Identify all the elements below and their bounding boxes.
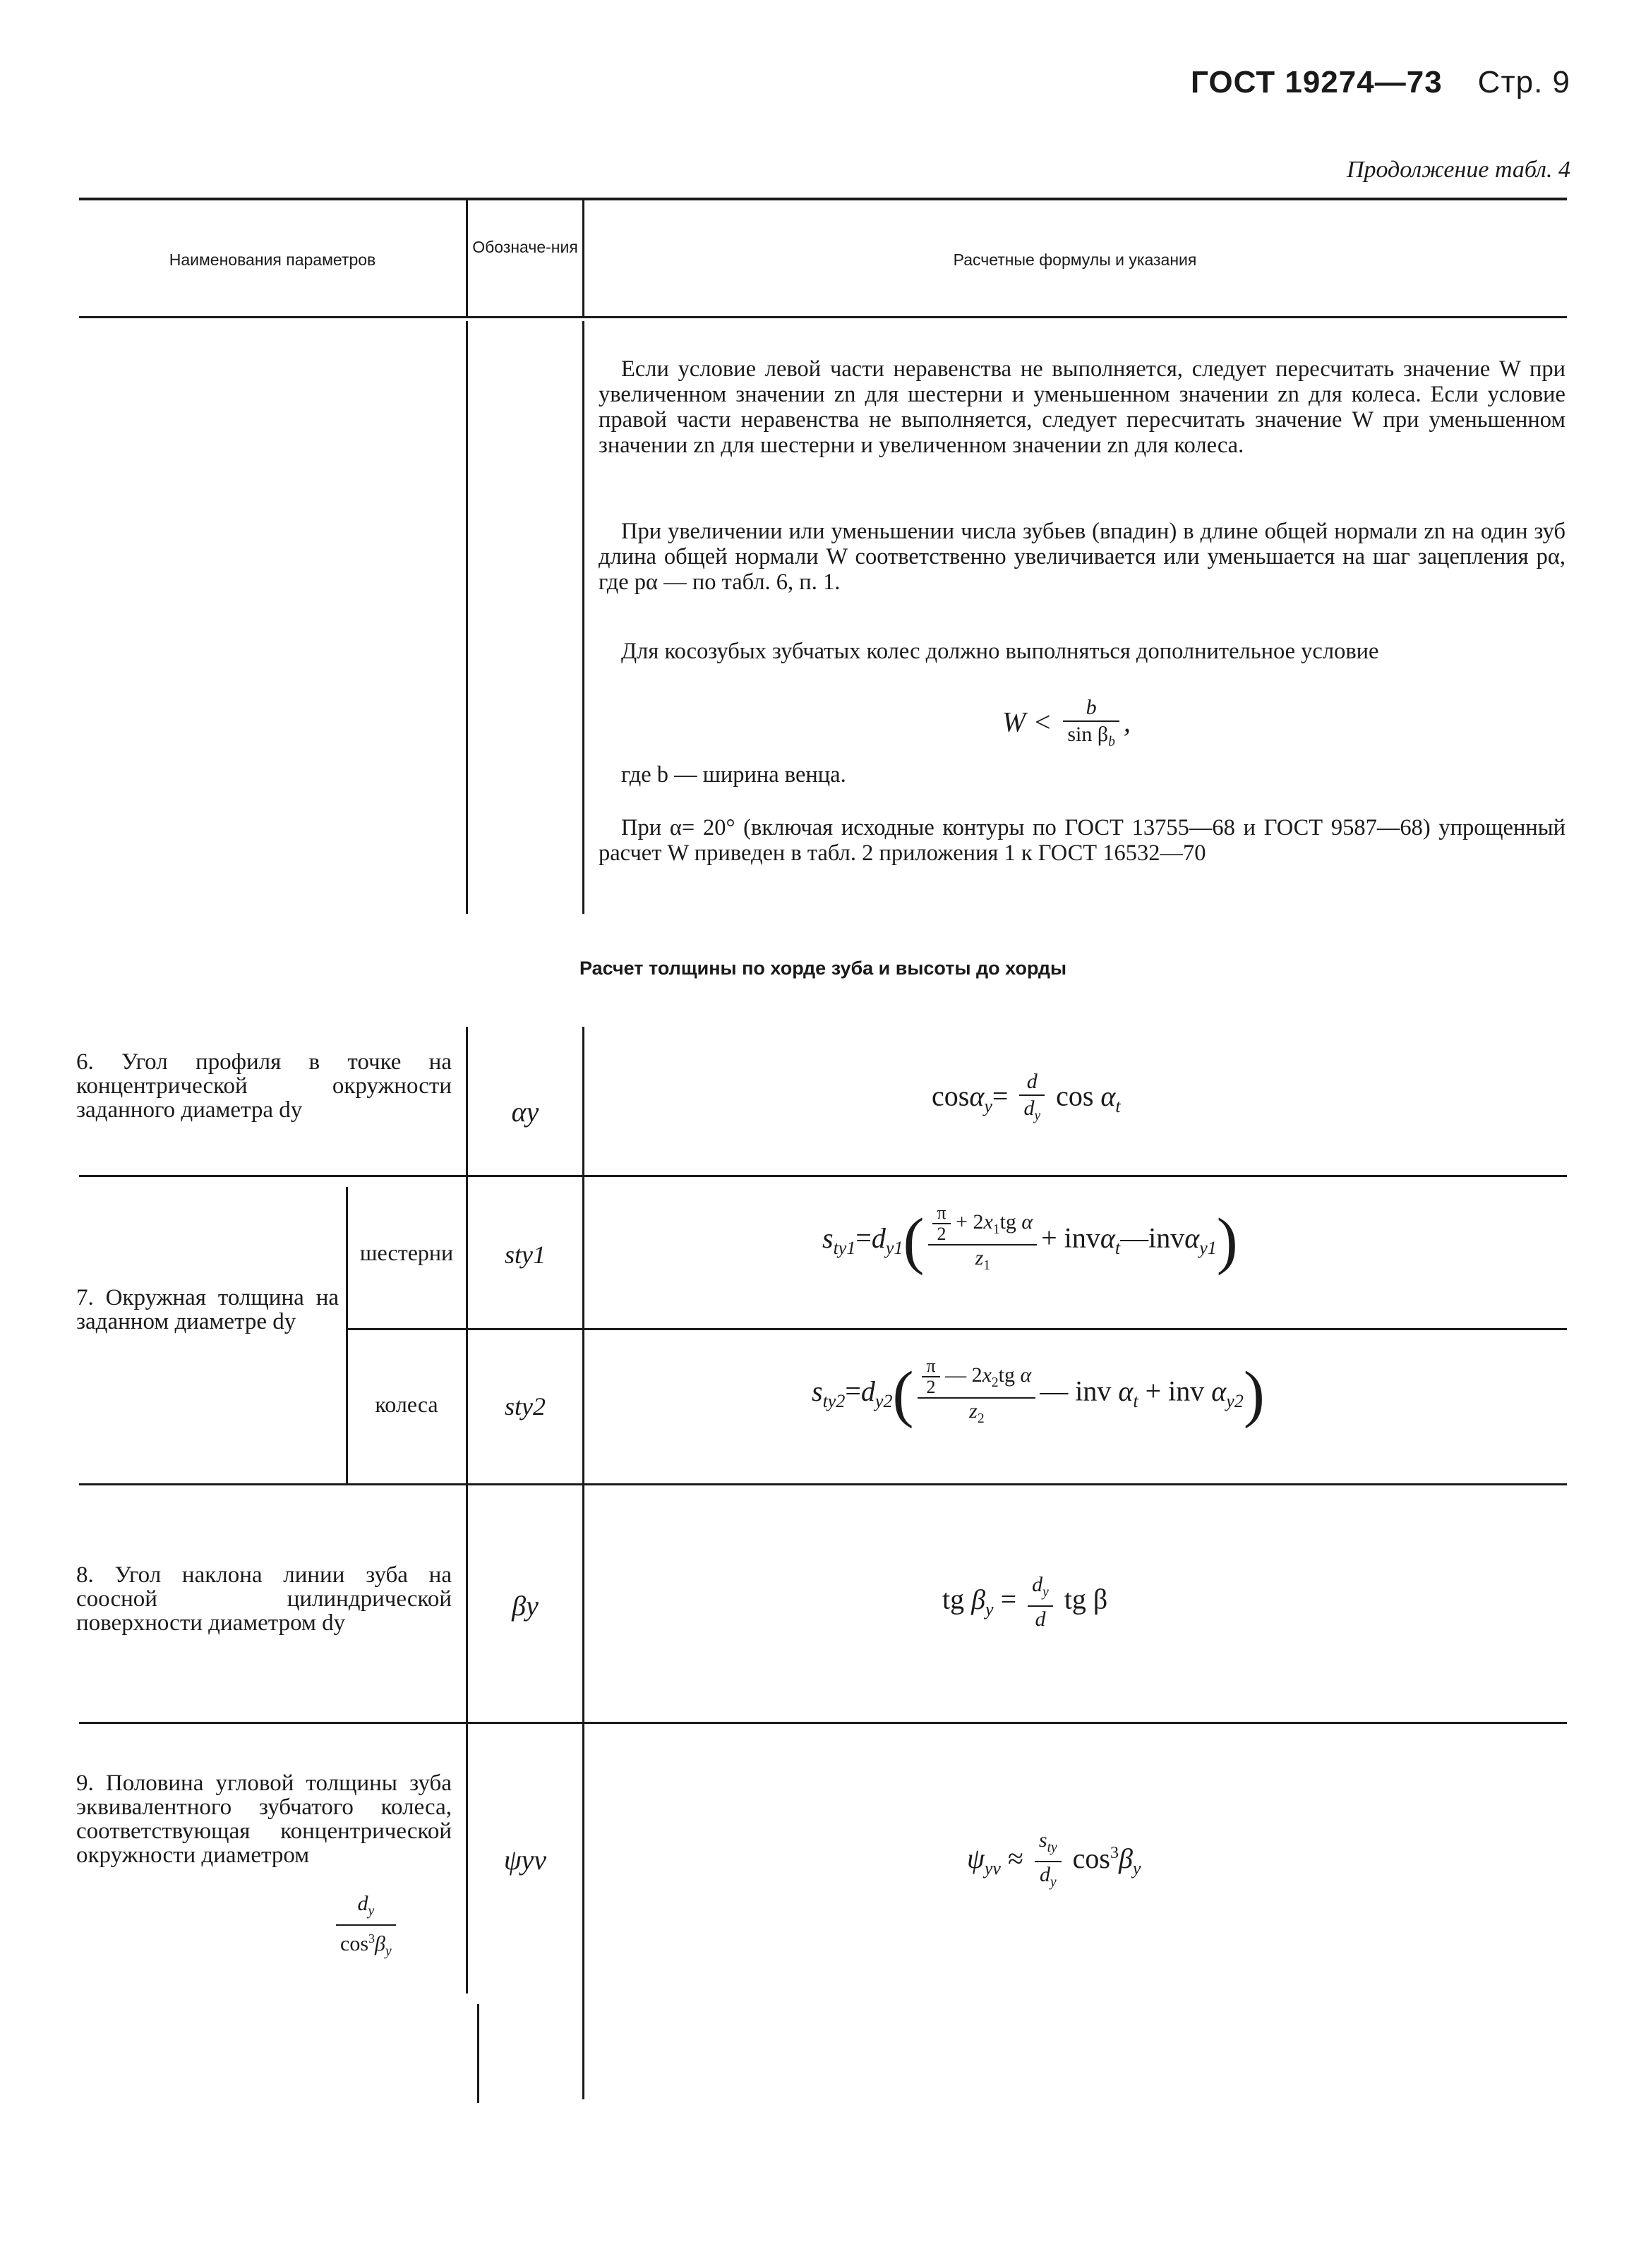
lower-divider-1-tail	[477, 2004, 479, 2103]
fraction-d-dy: $\frac{d}{d_y}$	[1019, 1069, 1045, 1129]
note-paragraph-2: При увеличении или уменьшении числа зубьев (впадин) в длине общей нормали zn на один зуб длина общей нормали W соответственно увеличивается или уменьшается на шаг зацепления pα, где pα — по табл. 6, п. 1.	[599, 519, 1565, 595]
page-number: Стр. 9	[1477, 65, 1570, 99]
fraction-dy-d: $\frac{d_y}{d}$	[1028, 1572, 1053, 1632]
page-header	[1191, 65, 1570, 100]
row-7-symbol-1: sty1	[505, 1241, 546, 1269]
formula-row-6: cosα$_y$= $\frac{d}{d_y}$ $\cos \alpha_t$	[932, 1069, 1121, 1129]
note-paragraph-5: При α= 20° (включая исходные контуры по ГОСТ 13755—68 и ГОСТ 9587—68) упрощенный расчет W приведен в табл. 2 приложения 1 к ГОСТ 16532—70	[599, 815, 1565, 866]
lower-divider-1	[466, 1027, 468, 1993]
column-header-symbol: Обозначе-ния	[472, 238, 578, 256]
fraction-pinion: $\frac{\pi}{2}$ + $2x_1tg$ α $z_1$	[928, 1203, 1037, 1279]
row-7-sub-2-label: колеса	[375, 1392, 438, 1417]
row-9-symbol: ψyv	[503, 1844, 547, 1876]
formula-row-7-wheel: $s_{ty2}=d_{y2}$( $\frac{\pi}{2}$ — $2x_2tg$ α $z_2$ — inv $\alpha_t$ + inv $\alpha_{y2}$)	[812, 1356, 1265, 1432]
row-8-bottom-rule	[79, 1722, 1567, 1724]
formula-additional-condition: W < $\frac{b}{\sin \beta_b}$ ,	[1002, 695, 1131, 755]
table-top-rule	[79, 198, 1567, 200]
row-6-name: 6. Угол профиля в точке на концентрической окружности заданного диаметра dy	[76, 1049, 452, 1123]
formula-row-7-pinion: $s_{ty1}=d_{y1}$( $\frac{\pi}{2}$ + $2x_1tg$ α $z_1$ + invα$_t$—invα$_{y1}$)	[822, 1203, 1238, 1279]
body-divider-2	[582, 321, 584, 914]
row-6-bottom-rule	[79, 1175, 1567, 1177]
standard-number: ГОСТ 19274—73	[1191, 65, 1443, 99]
header-bottom-rule	[79, 316, 1567, 318]
formula-row-9: $\psi_{yv}$ ≈ $\frac{s_{ty}}{d_y}$ $\cos^3\beta_y$	[967, 1828, 1141, 1895]
fraction-sty-dy: $\frac{s_{ty}}{d_y}$	[1035, 1828, 1062, 1895]
header-divider-1	[466, 200, 468, 316]
table-continuation: Продолжение табл. 4	[1346, 157, 1570, 183]
formula-row-8: tg $\beta_y$ = $\frac{d_y}{d}$ tg β	[942, 1573, 1108, 1631]
body-divider-1	[466, 321, 468, 914]
row-7-bottom-rule	[79, 1483, 1567, 1485]
fraction-wheel: $\frac{\pi}{2}$ — $2x_2tg$ α $z_2$	[918, 1356, 1035, 1432]
column-header-param: Наименования параметров	[169, 251, 376, 269]
fraction-b-sin-beta: $\frac{b}{\sin \beta_b}$	[1063, 695, 1119, 755]
note-paragraph-1: Если условие левой части неравенства не выполняется, следует пересчитать значение W при увеличенном значении zn для шестерни и уменьшенном значении zn для колеса. Если условие правой части неравенства не выполняется, следует пересчитать значение W при уменьшенном значении zn для шестерни и увеличенном значении zn для колеса.	[599, 356, 1565, 458]
row-9-name: 9. Половина угловой толщины зуба эквивалентного зубчатого колеса, соответствующая концентрической окружности диаметром	[76, 1771, 452, 1868]
section-title: Расчет толщины по хорде зуба и высоты до хорды	[579, 958, 1067, 979]
column-header-formula: Расчетные формулы и указания	[953, 251, 1197, 269]
note-paragraph-4: где b — ширина венца.	[621, 762, 846, 788]
row-9-fraction	[332, 1891, 400, 1965]
note-paragraph-3: Для косозубых зубчатых колес должно выполняться дополнительное условие	[621, 639, 1379, 664]
fraction-dy-cos3: $\frac{d_y}{\cos^3\beta_y}$	[336, 1891, 396, 1965]
row-8-symbol: βy	[512, 1590, 539, 1622]
row-7-sub-1-label: шестерни	[359, 1240, 454, 1265]
row-7-name: 7. Окружная толщина на заданном диаметре dy	[76, 1285, 339, 1334]
row-6-symbol: αy	[511, 1096, 539, 1128]
lower-divider-2	[582, 1027, 584, 2099]
row-7-mid-rule	[348, 1328, 1567, 1330]
row-7-symbol-2: sty2	[505, 1392, 546, 1420]
row-7-sub-divider	[346, 1187, 348, 1483]
row-8-name: 8. Угол наклона линии зуба на соосной цилиндрической поверхности диаметром dy	[76, 1562, 452, 1636]
